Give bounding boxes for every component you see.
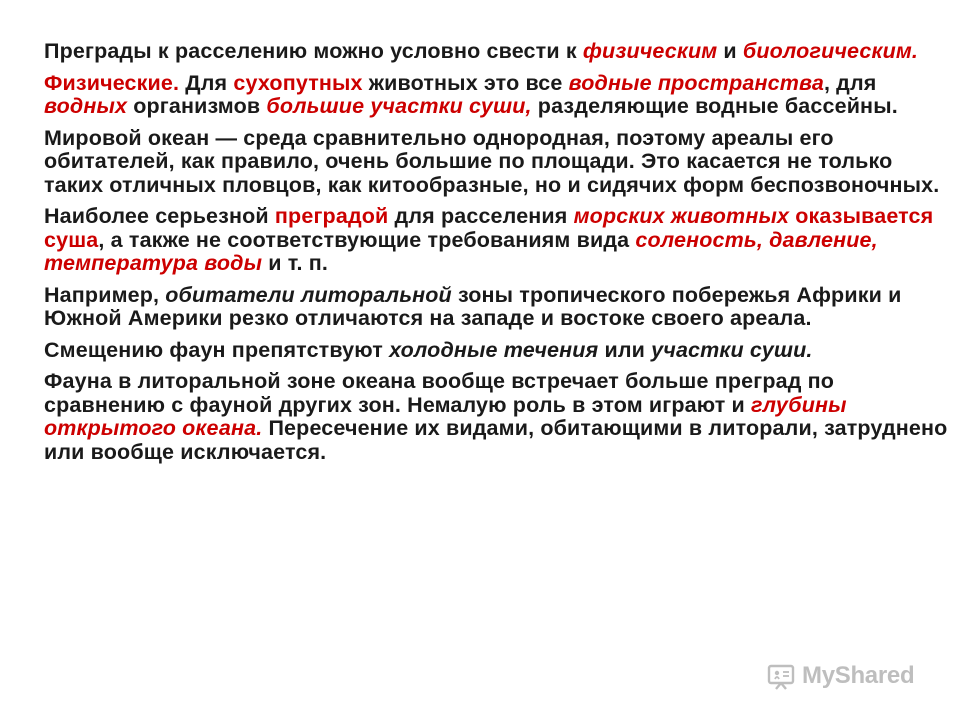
highlighted-term: соленость, давление, температура воды xyxy=(44,227,878,275)
text-run: организмов xyxy=(127,94,267,118)
text-run: для расселения xyxy=(388,204,574,228)
highlighted-term: физическим xyxy=(582,39,718,63)
highlighted-term: глубины открытого океана. xyxy=(44,392,847,440)
text-run: Например, xyxy=(44,282,166,307)
text-run: Мировой океан — среда сравнительно однородная, поэтому ареалы его обитателей, как правило, очень большие по площади. Это касается не только таких отличных пловцов, как китообразные, но и сидячих форм беспозвоночных. xyxy=(44,125,940,197)
highlighted-term: водные пространства xyxy=(568,70,824,95)
text-run: , для xyxy=(823,70,877,95)
highlighted-term: водных xyxy=(44,94,128,118)
highlighted-term: морских животных xyxy=(573,204,790,228)
text-run: Наиболее серьезной xyxy=(44,204,275,228)
paragraph-4 xyxy=(44,205,954,276)
watermark xyxy=(766,656,936,696)
text-run: разделяющие водные бассейны. xyxy=(531,94,898,118)
paragraph-1 xyxy=(44,40,954,64)
text-run: Смещению фаун препятствуют xyxy=(44,337,390,362)
slide-text-body xyxy=(44,40,954,472)
text-run: Фауна в литоральной зоне океана вообще встречает больше преград по сравнению с фауной других зон. Немалую роль в этом играют и xyxy=(44,369,835,417)
text-run: Для xyxy=(179,70,234,95)
text-run: зоны тропического побережья Африки и Южной Америки резко отличаются на западе и востоке своего ареала. xyxy=(44,282,902,330)
text-run: Преграды к расселению можно условно свести к xyxy=(44,39,583,63)
text-run: участки суши. xyxy=(651,337,813,362)
text-run: , а также не соответствующие требованиям вида xyxy=(98,227,636,252)
text-run: Пересечение их видами, обитающими в литорали, затруднено или вообще исключается. xyxy=(44,416,948,464)
text-run: и xyxy=(717,39,743,63)
highlighted-term: преградой xyxy=(274,204,389,228)
paragraph-6 xyxy=(44,339,954,363)
text-run: холодные течения xyxy=(389,337,599,362)
paragraph-3 xyxy=(44,127,954,198)
paragraph-7 xyxy=(44,370,954,464)
paragraph-5 xyxy=(44,284,954,331)
highlighted-term: биологическим. xyxy=(742,39,919,63)
chalkboard-icon xyxy=(766,661,796,691)
text-run: и т. п. xyxy=(262,251,329,275)
text-run: обитатели литоральной xyxy=(165,282,452,307)
text-run: животных это все xyxy=(362,70,569,95)
highlighted-term: Физические. xyxy=(44,70,180,95)
highlighted-term: сухопутных xyxy=(233,70,363,95)
highlighted-term: большие участки суши, xyxy=(266,94,532,118)
highlighted-term: оказывается суша xyxy=(44,204,934,252)
text-run: или xyxy=(598,337,652,362)
paragraph-2 xyxy=(44,72,954,119)
watermark-text: MyShared xyxy=(802,662,915,689)
